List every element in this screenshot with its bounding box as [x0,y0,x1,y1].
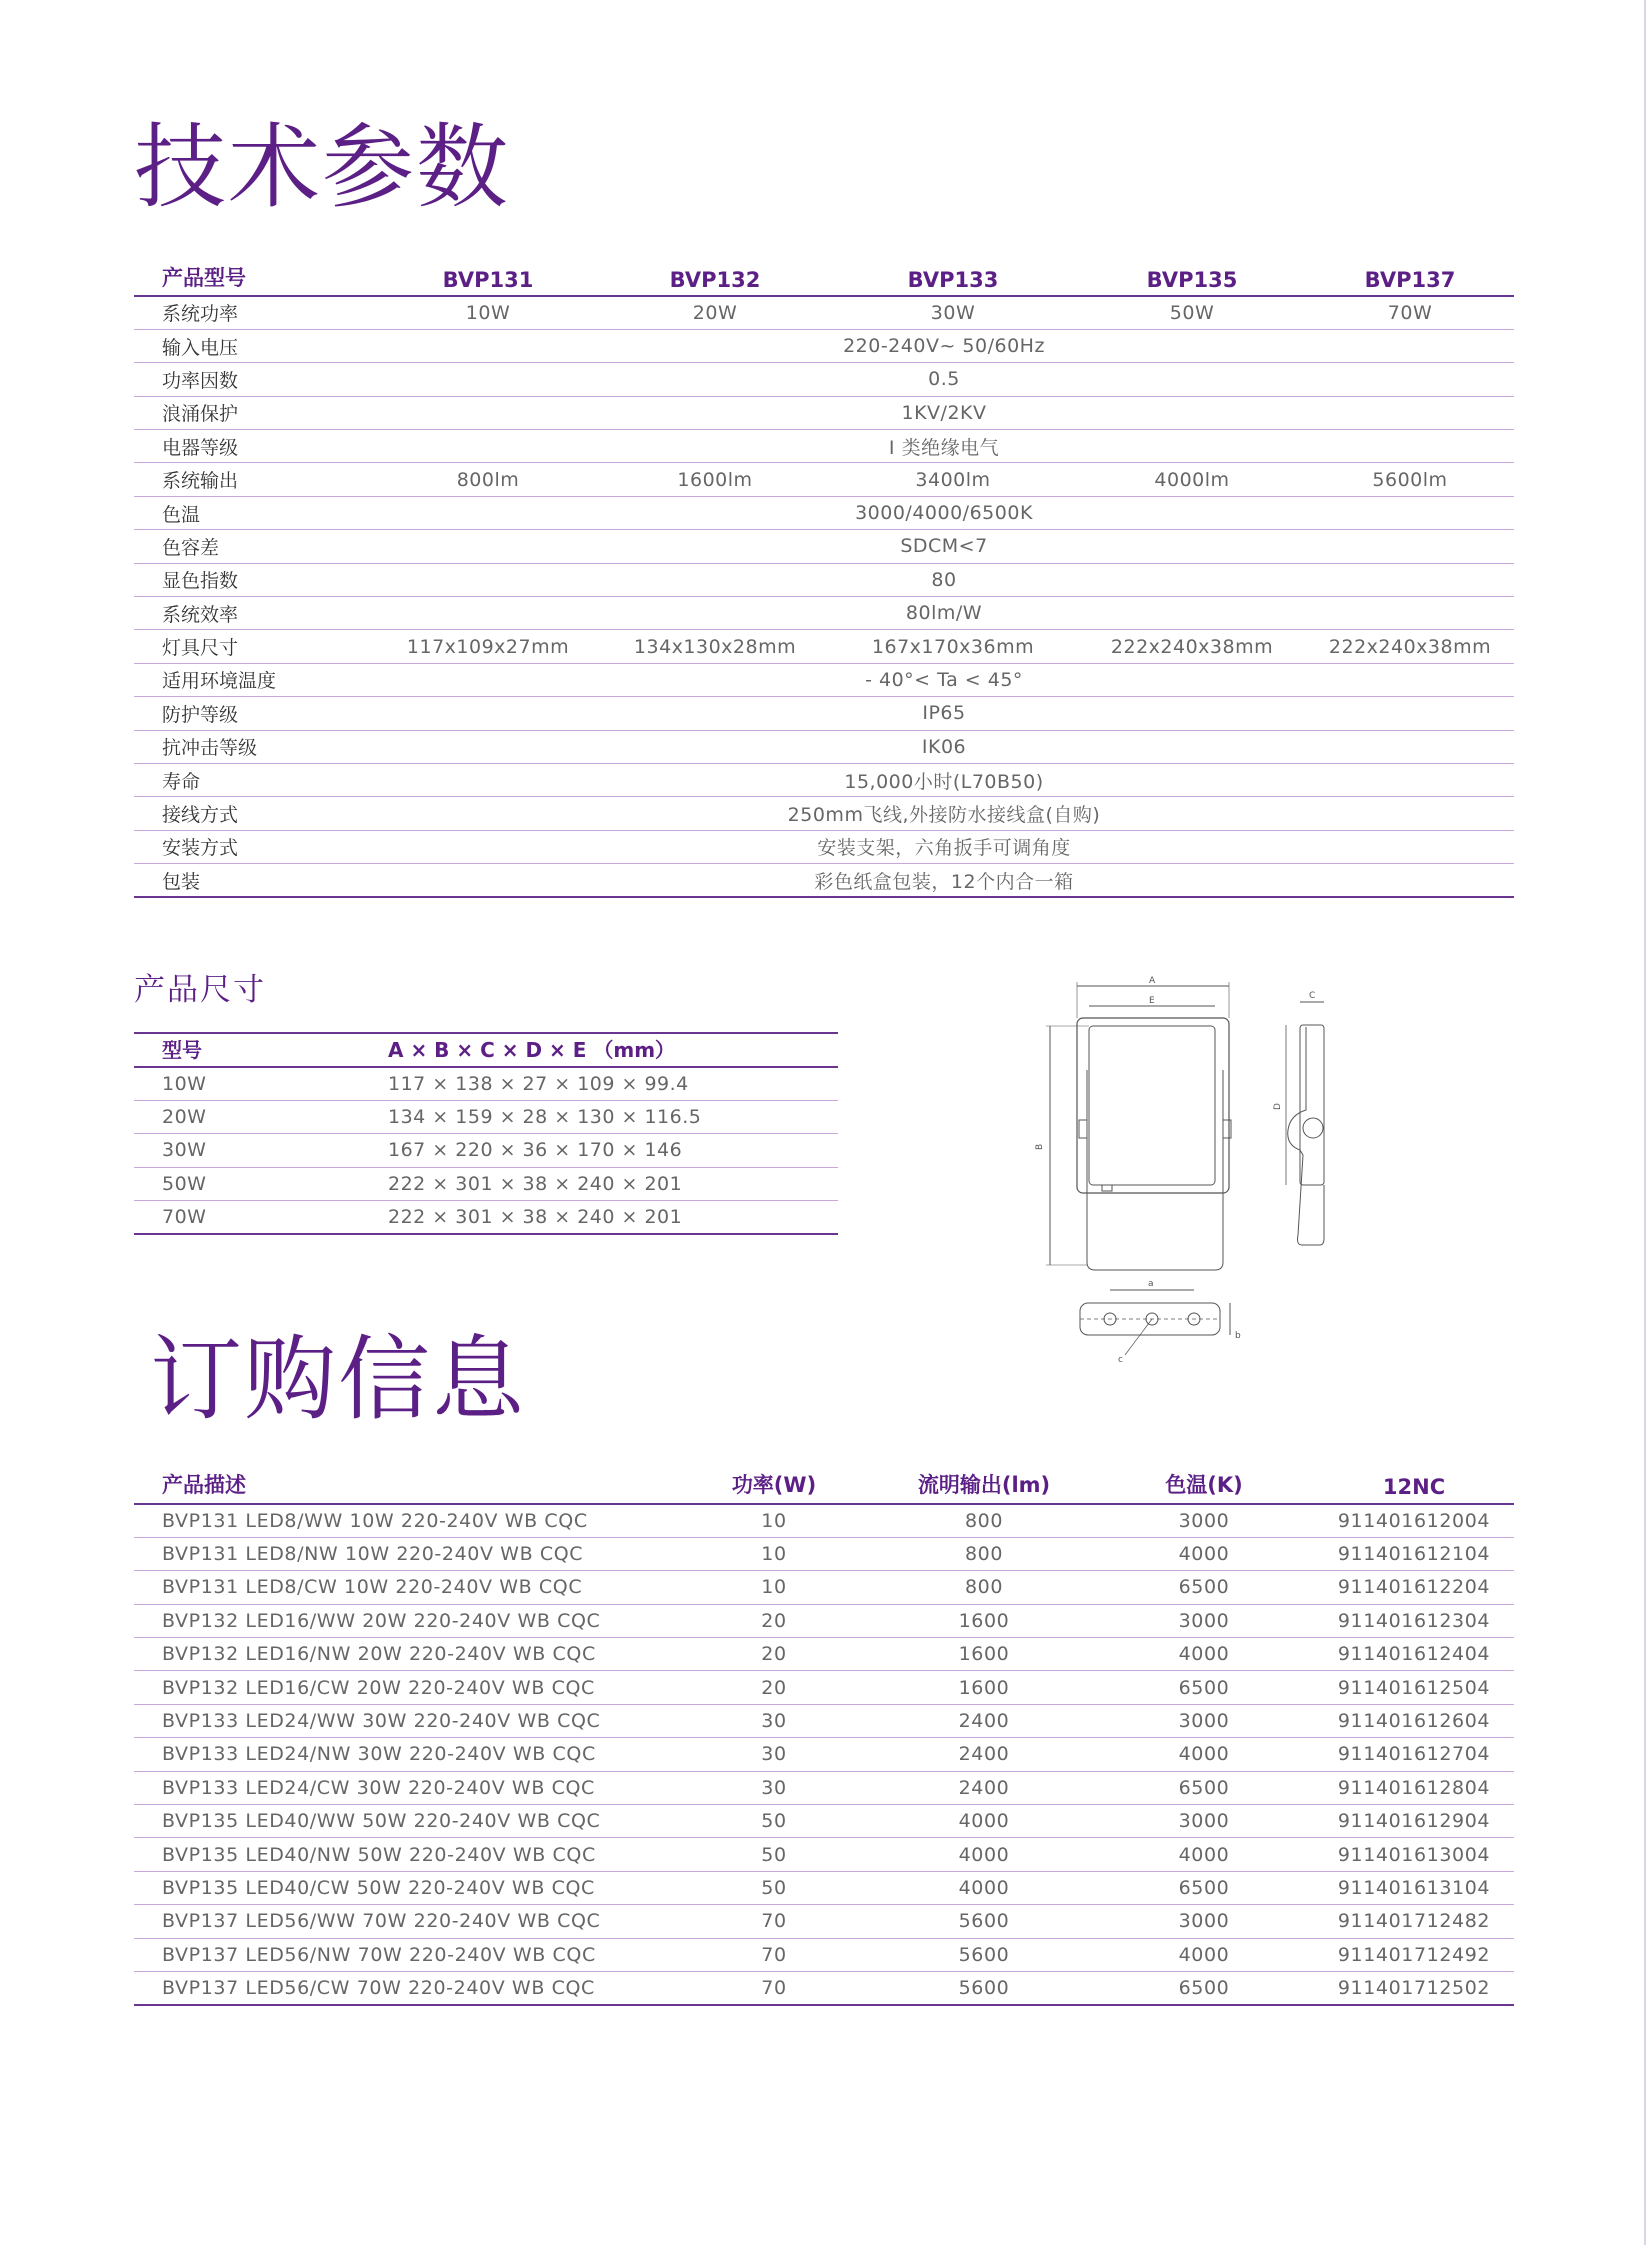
ordering-header-cell: 12NC [1382,1475,1446,1499]
dimensions-value-cell: 117 × 138 × 27 × 109 × 99.4 [388,1072,689,1095]
ordering-cct-cell: 4000 [1178,1743,1230,1766]
spec-row [134,730,1514,763]
ordering-power-cell: 20 [761,1676,787,1699]
spec-value-cell: 3400lm [915,468,991,491]
ordering-description-cell: BVP137 LED56/WW 70W 220-240V WB CQC [162,1910,601,1933]
ordering-12nc-cell: 911401712482 [1337,1910,1491,1933]
ordering-power-cell: 50 [761,1843,787,1866]
bracket-pivot-right [1223,1120,1231,1138]
spec-row-label: 系统输出 [162,470,239,493]
spec-header-cell: BVP131 [442,268,534,292]
spec-header-cell: 产品型号 [162,266,246,290]
ordering-lumen-cell: 2400 [958,1743,1010,1766]
dimensions-row [134,1100,838,1133]
spec-value-cell: SDCM<7 [900,535,988,558]
spec-row-label: 接线方式 [162,804,239,827]
spec-row [134,363,1514,396]
spec-value-cell: 4000lm [1154,468,1230,491]
ordering-12nc-cell: 911401612804 [1337,1776,1491,1799]
spec-header-cell: BVP132 [669,268,761,292]
ordering-description-cell: BVP135 LED40/WW 50W 220-240V WB CQC [162,1810,601,1833]
ordering-cct-cell: 3000 [1178,1509,1230,1532]
ordering-description-cell: BVP137 LED56/NW 70W 220-240V WB CQC [162,1943,596,1966]
ordering-row [134,1704,1514,1737]
ordering-cct-cell: 4000 [1178,1543,1230,1566]
spec-value-cell: 800lm [456,468,520,491]
spec-value-cell: 80lm/W [905,602,983,625]
spec-value-cell: 117x109x27mm [406,635,570,658]
spec-value-cell: 5600lm [1372,468,1448,491]
spec-row [134,496,1514,529]
ordering-power-cell: 70 [761,1976,787,1999]
ordering-row [134,1905,1514,1938]
spec-row [134,864,1514,897]
spec-row [134,430,1514,463]
spec-value-cell: 20W [692,301,738,324]
spec-row-label: 灯具尺寸 [162,637,239,660]
spec-value-cell: 222x240x38mm [1328,635,1492,658]
ordering-12nc-cell: 911401612004 [1337,1509,1491,1532]
dimensions-value-cell: 134 × 159 × 28 × 130 × 116.5 [388,1106,702,1129]
spec-row-label: 显色指数 [162,570,239,593]
ordering-power-cell: 70 [761,1943,787,1966]
dimensions-value-cell: 167 × 220 × 36 × 170 × 146 [388,1139,683,1162]
ordering-description-cell: BVP132 LED16/NW 20W 220-240V WB CQC [162,1643,596,1666]
ordering-power-cell: 20 [761,1609,787,1632]
ordering-12nc-cell: 911401613004 [1337,1843,1491,1866]
ordering-lumen-cell: 5600 [958,1910,1010,1933]
ordering-power-cell: 30 [761,1743,787,1766]
ordering-power-cell: 70 [761,1910,787,1933]
ordering-row [134,1938,1514,1971]
ordering-description-cell: BVP135 LED40/CW 50W 220-240V WB CQC [162,1876,595,1899]
spec-row-label: 适用环境温度 [162,670,277,693]
ordering-description-cell: BVP133 LED24/NW 30W 220-240V WB CQC [162,1743,596,1766]
label-a: A [1149,976,1156,986]
dimensions-row [134,1167,838,1200]
ordering-description-cell: BVP135 LED40/NW 50W 220-240V WB CQC [162,1843,596,1866]
spec-row [134,296,1514,329]
ordering-lumen-cell: 800 [964,1576,1004,1599]
spec-value-cell: I 类绝缘电气 [888,436,1000,459]
ordering-row [134,1871,1514,1904]
spec-row [134,663,1514,696]
spec-row [134,463,1514,496]
spec-value-cell: 220-240V~ 50/60Hz [843,335,1045,358]
ordering-row [134,1805,1514,1838]
ordering-row [134,1638,1514,1671]
spec-header-cell: BVP133 [907,268,999,292]
ordering-lumen-cell: 2400 [958,1776,1010,1799]
ordering-power-cell: 10 [761,1576,787,1599]
ordering-cct-cell: 6500 [1178,1576,1230,1599]
spec-row [134,763,1514,796]
fixture-lens [1089,1026,1215,1185]
spec-row [134,563,1514,596]
ordering-row [134,1671,1514,1704]
ordering-header-row [134,1462,1514,1504]
product-dimension-drawing [1030,970,1330,1370]
spec-value-cell: 50W [1169,301,1215,324]
dimension-drawing-svg [1030,970,1330,1370]
ordering-cct-cell: 3000 [1178,1710,1230,1733]
dimensions-model-cell: 50W [162,1172,207,1195]
ordering-cct-cell: 6500 [1178,1876,1230,1899]
spec-row-label: 安装方式 [162,837,239,860]
ordering-cct-cell: 6500 [1178,1976,1230,1999]
spec-value-cell: 30W [930,301,976,324]
ordering-lumen-cell: 4000 [958,1876,1010,1899]
ordering-12nc-cell: 911401612604 [1337,1710,1491,1733]
dimensions-value-cell: 222 × 301 × 38 × 240 × 201 [388,1172,683,1195]
ordering-power-cell: 20 [761,1643,787,1666]
ordering-12nc-cell: 911401612104 [1337,1543,1491,1566]
ordering-row [134,1604,1514,1637]
ordering-12nc-cell: 911401612704 [1337,1743,1491,1766]
ordering-cct-cell: 4000 [1178,1843,1230,1866]
spec-value-cell: 10W [465,301,511,324]
spec-value-cell: 167x170x36mm [871,635,1035,658]
fixture-side-body [1300,1025,1324,1185]
dimensions-row [134,1201,838,1234]
ordering-description-cell: BVP132 LED16/CW 20W 220-240V WB CQC [162,1676,595,1699]
ordering-cct-cell: 6500 [1178,1776,1230,1799]
ordering-row [134,1771,1514,1804]
ordering-12nc-cell: 911401612904 [1337,1810,1491,1833]
label-d: D [1273,1103,1283,1110]
ordering-lumen-cell: 1600 [958,1643,1010,1666]
spec-value-cell: 彩色纸盒包装，12个内合一箱 [814,870,1074,893]
ordering-cct-cell: 4000 [1178,1643,1230,1666]
spec-row [134,697,1514,730]
spec-row-label: 包装 [162,870,201,893]
spec-value-cell: 80 [931,568,957,591]
spec-value-cell: 安装支架，六角扳手可调角度 [817,837,1071,860]
dimensions-table [134,1032,838,1235]
ordering-power-cell: 10 [761,1509,787,1532]
ordering-cct-cell: 3000 [1178,1609,1230,1632]
ordering-section-title: 订购信息 [150,1326,527,1433]
ordering-description-cell: BVP133 LED24/WW 30W 220-240V WB CQC [162,1710,601,1733]
label-small-b: b [1235,1331,1241,1341]
spec-row-label: 电器等级 [162,436,239,459]
ordering-row [134,1504,1514,1537]
ordering-lumen-cell: 4000 [958,1810,1010,1833]
bracket-pivot-left [1079,1120,1087,1138]
spec-row [134,396,1514,429]
spec-value-cell: - 40°< Ta < 45° [865,668,1023,691]
dimensions-header-cell: A × B × C × D × E （mm） [388,1038,676,1062]
ordering-lumen-cell: 1600 [958,1609,1010,1632]
spec-value-cell: 0.5 [928,368,960,391]
spec-value-cell: 1600lm [677,468,753,491]
ordering-lumen-cell: 2400 [958,1710,1010,1733]
spec-value-cell: 3000/4000/6500K [855,502,1033,525]
ordering-12nc-cell: 911401612504 [1337,1676,1491,1699]
side-pivot [1303,1118,1323,1138]
dimensions-row [134,1067,838,1100]
fixture-bracket [1087,1070,1223,1270]
ordering-cct-cell: 4000 [1178,1943,1230,1966]
spec-row [134,597,1514,630]
ordering-description-cell: BVP133 LED24/CW 30W 220-240V WB CQC [162,1776,595,1799]
ordering-description-cell: BVP131 LED8/NW 10W 220-240V WB CQC [162,1543,584,1566]
spec-value-cell: 134x130x28mm [633,635,797,658]
dimensions-header-cell: 型号 [162,1038,202,1062]
ordering-power-cell: 50 [761,1876,787,1899]
ordering-power-cell: 30 [761,1710,787,1733]
spec-value-cell: 15,000小时(L70B50) [844,770,1044,793]
spec-row [134,630,1514,663]
ordering-12nc-cell: 911401612404 [1337,1643,1491,1666]
ordering-cct-cell: 6500 [1178,1676,1230,1699]
ordering-lumen-cell: 5600 [958,1943,1010,1966]
ordering-lumen-cell: 4000 [958,1843,1010,1866]
dimensions-section-title: 产品尺寸 [134,972,266,1008]
ordering-header-cell: 色温(K) [1165,1473,1243,1497]
ordering-lumen-cell: 800 [964,1509,1004,1532]
spec-header-cell: BVP135 [1146,268,1238,292]
spec-row-label: 色容差 [162,536,220,559]
spec-section-title: 技术参数 [134,114,511,221]
spec-row [134,797,1514,830]
ordering-description-cell: BVP131 LED8/WW 10W 220-240V WB CQC [162,1509,588,1532]
ordering-power-cell: 50 [761,1810,787,1833]
spec-row-label: 寿命 [162,770,201,793]
spec-header-row [134,262,1514,296]
dimensions-row [134,1134,838,1167]
spec-row-label: 色温 [162,503,201,526]
ordering-power-cell: 30 [761,1776,787,1799]
spec-row [134,830,1514,863]
ordering-row [134,1738,1514,1771]
ordering-12nc-cell: 911401612204 [1337,1576,1491,1599]
ordering-12nc-cell: 911401613104 [1337,1876,1491,1899]
label-small-a: a [1148,1279,1154,1289]
dimensions-model-cell: 30W [162,1139,207,1162]
ordering-description-cell: BVP137 LED56/CW 70W 220-240V WB CQC [162,1976,595,1999]
label-b: B [1035,1143,1045,1150]
spec-table [134,262,1514,898]
ordering-header-cell: 功率(W) [731,1473,817,1497]
ordering-lumen-cell: 5600 [958,1976,1010,1999]
spec-row-label: 系统功率 [162,303,239,326]
ordering-power-cell: 10 [761,1543,787,1566]
spec-value-cell: 1KV/2KV [901,401,987,424]
ordering-row [134,1571,1514,1604]
spec-row [134,530,1514,563]
dimensions-model-cell: 20W [162,1106,207,1129]
ordering-header-cell: 流明输出(lm) [917,1473,1051,1497]
cable-gland [1102,1185,1112,1191]
ordering-row [134,1971,1514,2004]
ordering-header-cell: 产品描述 [162,1473,246,1497]
fixture-front-body [1077,1018,1229,1193]
ordering-row [134,1537,1514,1570]
label-c: C [1309,991,1316,1001]
ordering-lumen-cell: 800 [964,1543,1004,1566]
label-e: E [1149,996,1155,1006]
ordering-cct-cell: 3000 [1178,1810,1230,1833]
ordering-12nc-cell: 911401712502 [1337,1976,1491,1999]
ordering-description-cell: BVP132 LED16/WW 20W 220-240V WB CQC [162,1609,601,1632]
ordering-row [134,1838,1514,1871]
spec-row-label: 功率因数 [162,369,239,392]
spec-row [134,329,1514,362]
ordering-description-cell: BVP131 LED8/CW 10W 220-240V WB CQC [162,1576,583,1599]
spec-row-label: 浪涌保护 [162,403,239,426]
spec-value-cell: IP65 [922,702,966,725]
spec-value-cell: 70W [1387,301,1433,324]
ordering-cct-cell: 3000 [1178,1910,1230,1933]
spec-row-label: 输入电压 [162,336,239,359]
ordering-12nc-cell: 911401612304 [1337,1609,1491,1632]
spec-value-cell: IK06 [921,735,967,758]
ordering-lumen-cell: 1600 [958,1676,1010,1699]
ordering-12nc-cell: 911401712492 [1337,1943,1491,1966]
spec-header-cell: BVP137 [1364,268,1456,292]
dimensions-header-row [134,1033,838,1067]
spec-row-label: 系统效率 [162,603,239,626]
page-edge-line [1644,0,1646,2245]
spec-value-cell: 222x240x38mm [1110,635,1274,658]
dimension-line-small-c [1125,1319,1152,1355]
dimensions-model-cell: 10W [162,1072,207,1095]
ordering-table [134,1462,1514,2006]
dimensions-model-cell: 70W [162,1206,207,1228]
spec-row-label: 抗冲击等级 [162,737,258,760]
dimensions-value-cell: 222 × 301 × 38 × 240 × 201 [388,1206,683,1228]
label-small-c: c [1118,1355,1123,1365]
spec-row-label: 防护等级 [162,703,239,726]
spec-value-cell: 250mm飞线,外接防水接线盒(自购) [787,804,1101,827]
